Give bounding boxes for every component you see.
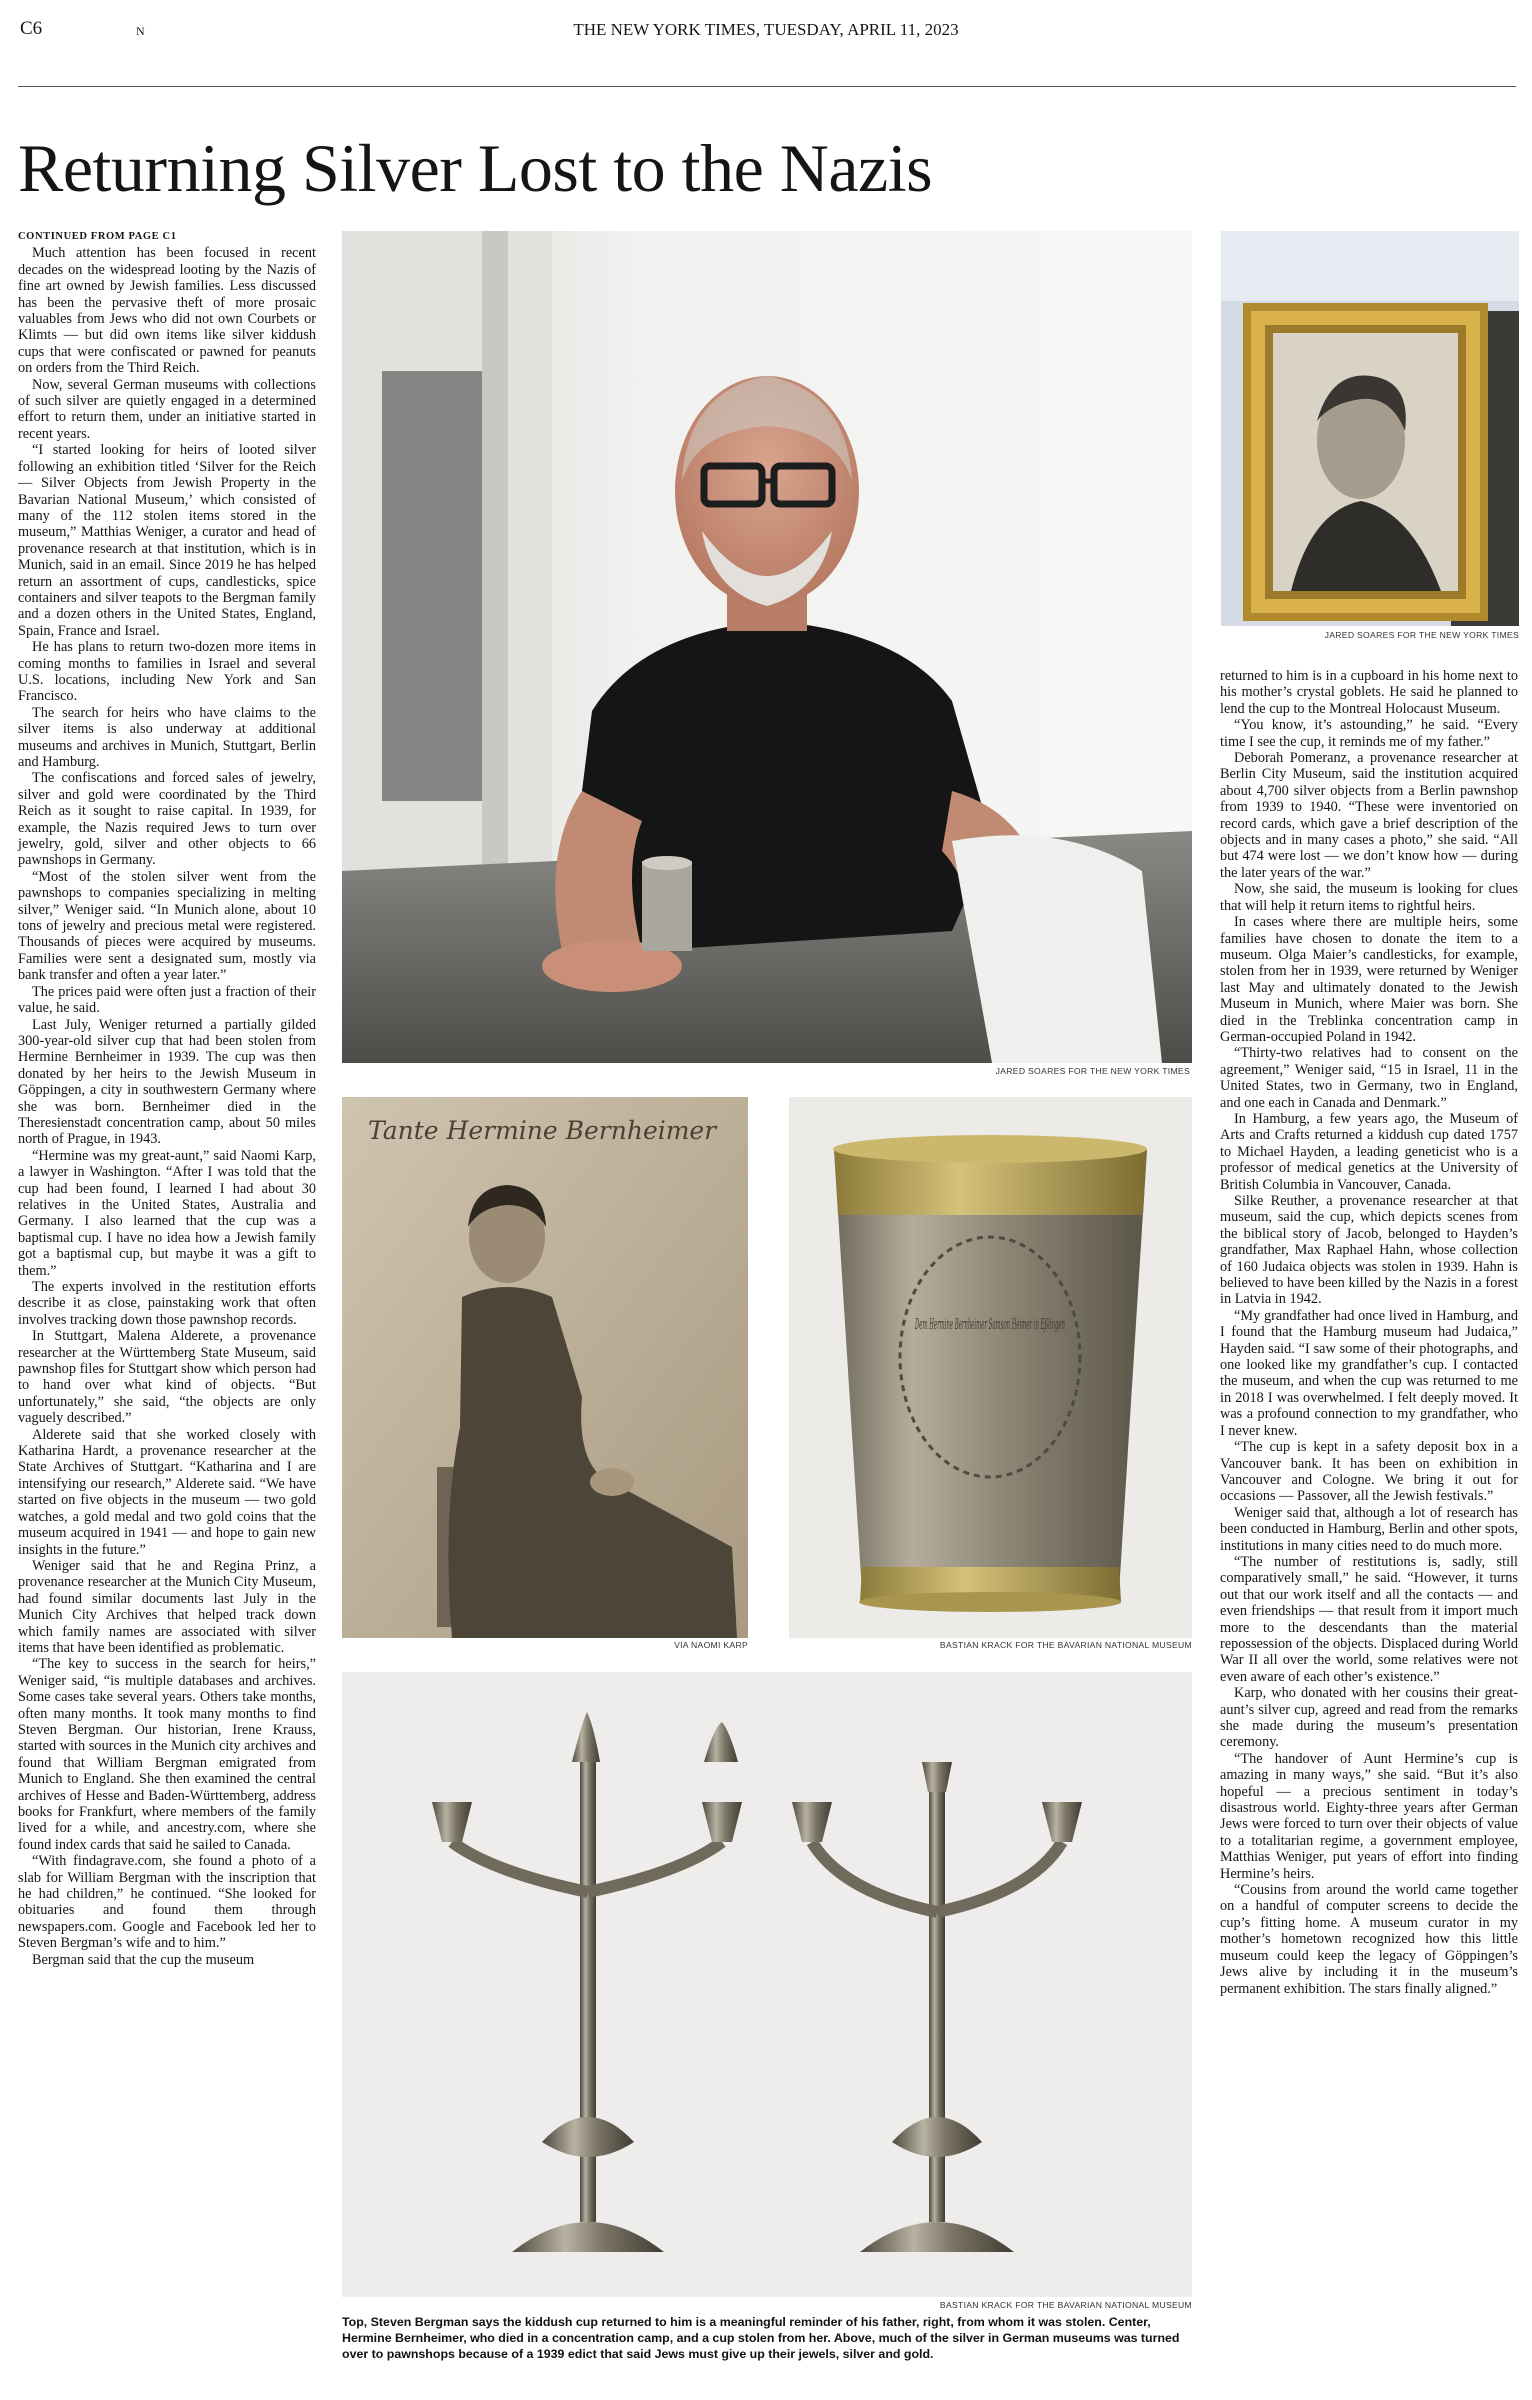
kiddush-cup-photo xyxy=(789,1097,1192,1638)
dateline: THE NEW YORK TIMES, TUESDAY, APRIL 11, 2023 xyxy=(573,20,959,39)
portrait-photo-credit: JARED SOARES FOR THE NEW YORK TIMES xyxy=(1324,630,1519,640)
column-4-paragraph: “The number of restitutions is, sadly, still comparatively small,” he said. “However, it turns out that our work itself and all the contacts — and even friendships — that result from it import much more to the descendants than the material repossession of the objects. Displaced during World War II all over the world, some relatives were not even aware of each other’s existence.” xyxy=(1220,1553,1518,1685)
column-4-paragraph: In Hamburg, a few years ago, the Museum of Arts and Crafts returned a kiddush cup dated 1757 to Michael Hayden, a leading geneticist who is a professor of medical genetics at the University of British Columbia in Vancouver, Canada. xyxy=(1220,1110,1518,1193)
column-4-paragraph: “The handover of Aunt Hermine’s cup is amazing in many ways,” she said. “But it’s also hopeful — a precious sentiment in today’s disastrous world. Eighty-three years after German Jews were forced to turn over their objects of value to a totalitarian regime, a government employee, Matthias Weniger, put years of effort into finding Hermine’s heirs. xyxy=(1220,1750,1518,1882)
column-1-paragraphs xyxy=(18,245,316,1968)
column-1-paragraph: He has plans to return two-dozen more items in coming months to families in Israel and several U.S. locations, including New York and San Francisco. xyxy=(18,639,316,705)
candlesticks-photo xyxy=(342,1672,1192,2297)
column-1-paragraph: The confiscations and forced sales of jewelry, silver and gold were coordinated by the Third Reich as it sought to raise capital. In 1939, for example, the Nazis required Jews to turn over jewelry, gold, silver and other objects to 66 pawnshops in Germany. xyxy=(18,770,316,869)
column-4-paragraph: “You know, it’s astounding,” he said. “Every time I see the cup, it reminds me of my father.” xyxy=(1220,717,1518,750)
photo-caption: Top, Steven Bergman says the kiddush cup returned to him is a meaningful reminder of his father, right, from whom it was stolen. Center, Hermine Bernheimer, who died in a concentration camp, and a cup stolen from her. Above, much of the silver in German museums was turned over to pawnshops because of a 1939 edict that said Jews must give up their jewels, silver and gold. xyxy=(342,2315,1180,2361)
column-4-paragraph: Weniger said that, although a lot of research has been conducted in Hamburg, Berlin and other spots, institutions in many cities need to do much more. xyxy=(1220,1504,1518,1554)
column-1-paragraph: In Stuttgart, Malena Alderete, a provenance researcher at the Württemberg State Museum, said pawnshop files for Stuttgart show which person had to hand over what kind of objects. “But unfortunately,” she said, “the objects are only vaguely described.” xyxy=(18,1328,316,1427)
article-column-4 xyxy=(1220,668,1518,2388)
continued-from-kicker: CONTINUED FROM PAGE C1 xyxy=(18,231,177,242)
column-1-paragraph: Weniger said that he and Regina Prinz, a provenance researcher at the Munich City Museum, had found similar documents last July in the Munich City Archives that helped track down which family names are associated with silver items that have been identified as problematic. xyxy=(18,1557,316,1656)
column-1-paragraph: The experts involved in the restitution efforts describe it as close, painstaking work that often involves tracking down those pawnshop records. xyxy=(18,1279,316,1328)
main-photo-credit: JARED SOARES FOR THE NEW YORK TIMES xyxy=(995,1066,1190,1076)
column-4-paragraph: In cases where there are multiple heirs, some families have chosen to donate the item to a museum. Olga Maier’s candlesticks, for example, stolen from her in 1939, were returned by Weniger last May and ultimately donated to the Jewish Museum in Munich, where Maier was born. She died in the Treblinka concentration camp in German-occupied Poland in 1942. xyxy=(1220,914,1518,1045)
column-1-paragraph: The search for heirs who have claims to the silver items is also underway at additional museums and archives in Munich, Stuttgart, Berlin and Hamburg. xyxy=(18,704,316,770)
cup-engraving: Dem Hermine Bernheimer Samson Heimer in Eßlingen xyxy=(914,1315,1065,1333)
hermine-bernheimer-photo xyxy=(342,1097,748,1638)
edition-letter: N xyxy=(136,24,145,38)
steven-bergman-photo xyxy=(342,231,1192,1063)
column-4-paragraphs xyxy=(1220,668,1518,1997)
column-1-paragraph: Much attention has been focused in recent decades on the widespread looting by the Nazis of fine art owned by Jewish families. Less discussed has been the pervasive theft of more prosaic valuables from Jews who did not own Courbets or Klimts — but did own items like silver kiddush cups that were confiscated or pawned for peanuts on orders from the Third Reich. xyxy=(18,245,316,377)
column-4-paragraph: Silke Reuther, a provenance researcher at that museum, said the cup, which depicts scenes from the biblical story of Jacob, belonged to Hayden’s grandfather, Max Raphael Hahn, whose collection of 160 Judaica objects was stolen in 1939. Hahn is believed to have been killed by the Nazis in a forest in Latvia in 1942. xyxy=(1220,1193,1518,1308)
father-portrait-photo xyxy=(1221,231,1519,626)
column-4-paragraph: “Cousins from around the world came together on a handful of computer screens to decide the cup’s fitting home. A museum curator in my mother’s hometown recognized how this little museum could keep the legacy of Göppingen’s Jews alive by including it in the museum’s permanent exhibition. The stars finally aligned.” xyxy=(1220,1882,1518,1997)
column-1-paragraph: “Hermine was my great-aunt,” said Naomi Karp, a lawyer in Washington. “After I was told that the cup had been found, I learned I had about 30 relatives in the United States, Australia and Germany. I also learned that the cup was a baptismal cup. I have no idea how a Jewish family got a baptismal cup, but maybe it was a gift to them.” xyxy=(18,1147,316,1279)
column-4-paragraph: Deborah Pomeranz, a provenance researcher at Berlin City Museum, said the institution acquired about 4,700 silver objects from a Berlin pawnshop from 1939 to 1940. “These were inventoried on record cards, which gave a brief description of the objects and in many cases a photo,” she said. “All but 474 were lost — we don’t know how — during the later years of the war.” xyxy=(1220,750,1518,881)
column-4-paragraph: Karp, who donated with her cousins their great-aunt’s silver cup, agreed and read from the remarks she made during the museum’s presentation ceremony. xyxy=(1220,1685,1518,1751)
cup-photo-credit: BASTIAN KRACK FOR THE BAVARIAN NATIONAL MUSEUM xyxy=(939,1640,1192,1650)
column-4-paragraph: Now, she said, the museum is looking for clues that will help it return items to rightful heirs. xyxy=(1220,881,1518,914)
column-1-paragraph: “With findagrave.com, she found a photo of a slab for William Bergman with the inscription that he had children,” he continued. “She looked for obituaries and found them through newspapers.com. Google and Facebook led her to Steven Bergman’s wife and to him.” xyxy=(18,1853,316,1952)
column-4-paragraph: returned to him is in a cupboard in his home next to his mother’s crystal goblets. He said he planned to lend the cup to the Montreal Holocaust Museum. xyxy=(1220,668,1518,717)
hermine-inscription: Tante Hermine Bernheimer xyxy=(368,1116,717,1145)
headline: Returning Silver Lost to the Nazis xyxy=(18,130,933,206)
column-1-paragraph: “The key to success in the search for heirs,” Weniger said, “is multiple databases and archives. Some cases take several years. Others take months, often many months. It took many months to find Steven Bergman. Our historian, Irene Krauss, started with sources in the Munich city archives and found that William Bergman emigrated from Munich to England. She then examined the central archives of Hesse and Baden-Württemberg, address books for Frankfurt, where members of the family lived for a while, and ancestry.com, where she found index cards that said he sailed to Canada. xyxy=(18,1656,316,1853)
column-1-paragraph: “I started looking for heirs of looted silver following an exhibition titled ‘Silver for the Reich — Silver Objects from Jewish Property in the Bavarian National Museum,’ which consisted of many of the 112 stolen items stored in the museum,” Matthias Weniger, a curator and head of provenance research at that institution, which is in Munich, said in an email. Since 2019 he has helped return an assortment of cups, candlesticks, spice containers and silver teapots to the Bergman family and a dozen others in the United States, England, Spain, France and Israel. xyxy=(18,442,316,639)
column-4-paragraph: “My grandfather had once lived in Hamburg, and I found that the Hamburg museum had Judaica,” Hayden said. “I saw some of their photographs, and one looked like my grandfather’s cup. I contacted the museum, and when the cup was returned to me in 2018 I was overwhelmed. I felt deeply moved. It was a profound connection to my grandfather, who I never knew. xyxy=(1220,1307,1518,1439)
column-1-paragraph: Bergman said that the cup the museum xyxy=(32,1951,255,1968)
page-number: C6 xyxy=(20,18,43,39)
column-1-paragraph: Now, several German museums with collections of such silver are quietly engaged in a determined effort to return them, under an initiative started in recent years. xyxy=(18,376,316,442)
column-1-paragraph: Alderete said that she worked closely with Katharina Hardt, a provenance researcher at the State Archives of Stuttgart. “Katharina and I are intensifying our research,” Alderete said. “We have started on five objects in the museum — two gold watches, a gold medal and two gold coins that the museum acquired in 1941 — and hope to gain new insights in the future.” xyxy=(18,1426,316,1558)
column-1-paragraph: Last July, Weniger returned a partially gilded 300-year-old silver cup that had been stolen from Hermine Bernheimer in 1939. The cup was then donated by her heirs to the Jewish Museum in Göppingen, a city in southwestern Germany where she was born. Bernheimer died in the Theresienstadt concentration camp, about 50 miles north of Prague, in 1943. xyxy=(18,1016,316,1148)
article-column-1 xyxy=(18,229,316,2384)
column-4-paragraph: “The cup is kept in a safety deposit box in a Vancouver bank. It has been on exhibition in Vancouver and Cologne. We bring it out for occasions — Passover, all the Jewish festivals.” xyxy=(1220,1439,1518,1505)
hermine-photo-credit: VIA NAOMI KARP xyxy=(674,1640,748,1650)
column-4-paragraph: “Thirty-two relatives had to consent on the agreement,” Weniger said, “15 in Israel, 11 in the United States, two in Germany, two in England, and one each in Canada and Denmark.” xyxy=(1220,1045,1518,1111)
column-1-paragraph: The prices paid were often just a fraction of their value, he said. xyxy=(18,983,316,1017)
candlesticks-photo-credit: BASTIAN KRACK FOR THE BAVARIAN NATIONAL MUSEUM xyxy=(939,2300,1192,2310)
column-1-paragraph: “Most of the stolen silver went from the pawnshops to companies specializing in melting silver,” Weniger said. “In Munich alone, about 10 tons of jewelry and precious metal were registered. Thousands of pieces were acquired by museums. Families were sent a designated sum, mostly via bank transfer and often a year later.” xyxy=(18,868,316,984)
header-rule xyxy=(18,86,1516,87)
